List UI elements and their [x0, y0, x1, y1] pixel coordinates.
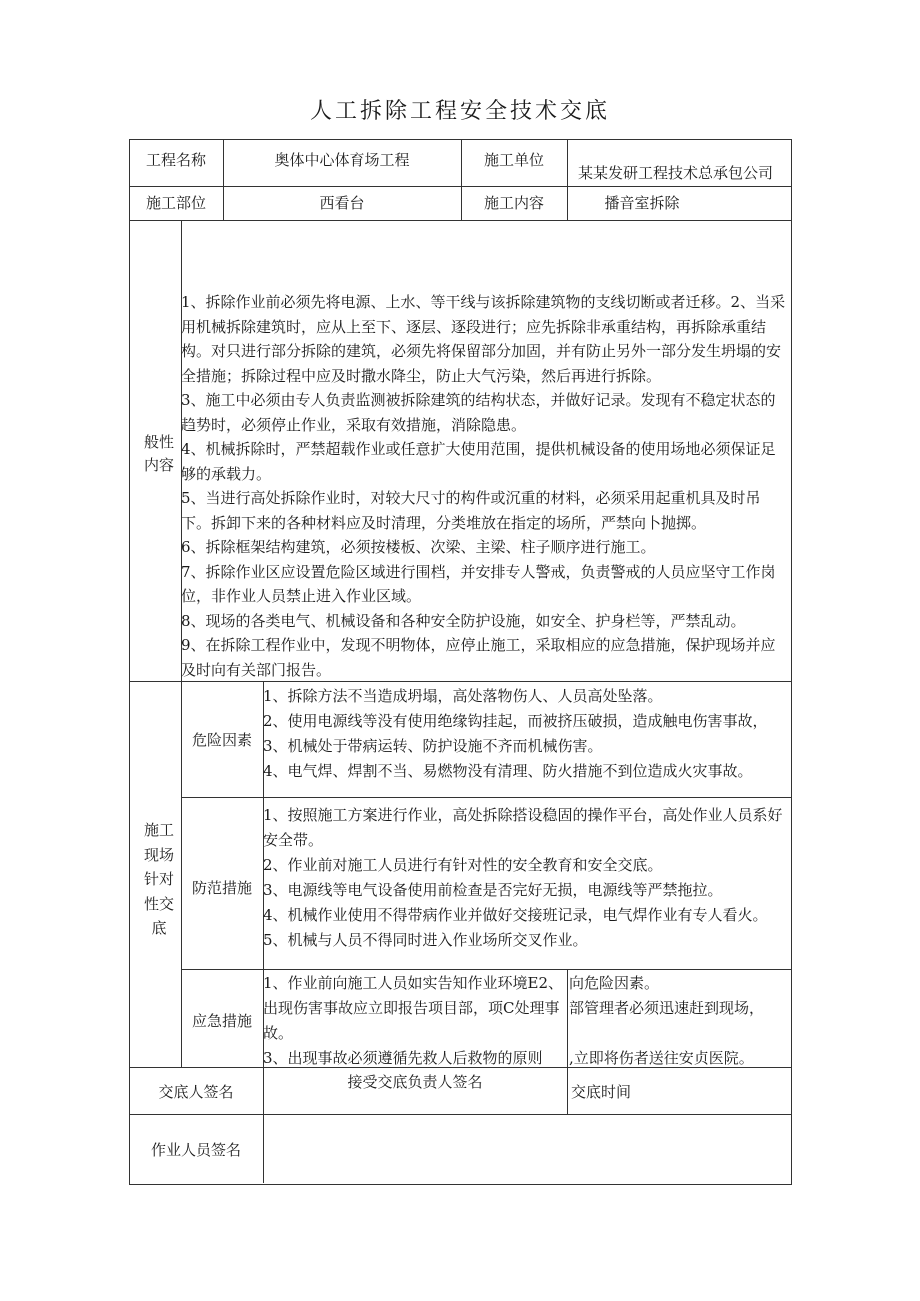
site-label-line: 底 [151, 919, 167, 937]
emergency-line: 向危险因素。 [569, 974, 660, 992]
general-item: 5、当进行高处拆除作业时，对较大尺寸的构件或沉重的材料，必须采用起重机具及时吊下。拆卸下来的各种材料应及时清理，分类堆放在指定的场所，严禁向卜抛掷。 [181, 489, 761, 532]
general-label [137, 431, 181, 477]
location-label: 施工部位 [145, 194, 206, 212]
emergency-line: 故。 [263, 1024, 294, 1042]
hazard-item: 2、使用电源线等没有使用绝缘钩挂起，而被挤压破损，造成触电伤害事故， [263, 712, 768, 730]
site-label-line: 现场 [143, 845, 174, 864]
prevention-item: 5、机械与人员不得同时进入作业场所交叉作业。 [263, 931, 588, 949]
handover-time-label: 交底时间 [571, 1083, 632, 1101]
emergency-line: 3、出现事故必须遵循先救人后救物的原则 [263, 1049, 543, 1067]
prevention-item: 1、按照施工方案进行作业，高处拆除搭设稳固的操作平台，高处作业人员系好安全带。 [263, 806, 783, 849]
page-title: 人工拆除工程安全技术交底 [309, 99, 610, 124]
general-item: 8、现场的各类电气、机械设备和各种安全防护设施，如安全、护身栏等，严禁乱动。 [181, 611, 746, 630]
hazard-item: 1、拆除方法不当造成坍塌，高处落物伤人、人员高处坠落。 [263, 687, 663, 705]
general-item: 1、拆除作业前必须先将电源、上水、等干线与该拆除建筑物的支线切断或者迁移。2、当采用机械拆除建筑时，应从上至下、逐层、逐段进行；应先拆除非承重结构，再拆除承重结构。对只进行部分拆除的建筑，必须先将保留部分加固，并有防止另外一部分发生坍塌的安全措施；拆除过程中应及时撒水降尘，防止大气污染，然后再进行拆除。 [181, 293, 786, 385]
general-item: 4、机械拆除时，严禁超载作业或任意扩大使用范围，提供机械设备的使用场地必须保证足够的承载力。 [181, 440, 776, 483]
hazards-label: 危险因素 [191, 731, 252, 749]
emergency-left [263, 971, 566, 1071]
content-label: 施工内容 [483, 194, 544, 212]
general-item: 6、拆除框架结构建筑，必须按楼板、次梁、主梁、柱子顺序进行施工。 [181, 538, 656, 556]
prevention-label: 防范措施 [191, 879, 252, 897]
general-label-line2: 内容 [143, 456, 174, 474]
emergency-label: 应急措施 [191, 1012, 252, 1030]
receiver-signature-label: 接受交底负责人签名 [347, 1073, 483, 1091]
contractor-value: 某某发研工程技术总承包公司 [578, 164, 774, 182]
contractor-label: 施工单位 [483, 151, 544, 169]
hazards-content [263, 684, 789, 784]
emergency-line: 1、作业前向施工人员如实告知作业环境E2、 [263, 974, 564, 992]
prevention-item: 3、电源线等电气设备使用前检查是否完好无损，电源线等严禁拖拉。 [263, 881, 723, 899]
site-label-line: 针对 [143, 870, 174, 888]
location-value: 西看台 [319, 194, 365, 212]
general-label-line1: 般性 [143, 433, 174, 451]
emergency-line: 出现伤害事故应立即报告项目部，项C处理事 [263, 999, 560, 1017]
prevention-item: 2、作业前对施工人员进行有针对性的安全教育和安全交底。 [263, 856, 663, 874]
general-item: 9、在拆除工程作业中，发现不明物体，应停止施工，采取相应的应急措施，保护现场并应及时向有关部门报告。 [181, 636, 776, 679]
site-label-line: 性交 [143, 894, 174, 913]
emergency-line [569, 1021, 789, 1046]
handover-signature-label: 交底人签名 [158, 1083, 234, 1101]
site-label [137, 818, 181, 941]
general-item: 7、拆除作业区应设置危险区域进行围档，并安排专人警戒，负责警戒的人员应坚守工作岗位，非作业人员禁止进入作业区域。 [181, 562, 776, 605]
general-item: 3、施工中必须由专人负责监测被拆除建筑的结构状态，并做好记录。发现有不稳定状态的趋势时，必须停止作业，采取有效措施，消除隐患。 [181, 391, 776, 434]
content-value: 播音室拆除 [604, 194, 680, 212]
hazard-item: 4、电气焊、焊割不当、易燃物没有清理、防火措施不到位造成火灾事故。 [263, 762, 753, 780]
emergency-line: ,立即将伤者送往安贞医院。 [569, 1049, 754, 1067]
project-name-label: 工程名称 [145, 151, 206, 169]
site-label-line: 施工 [143, 821, 174, 839]
general-content [181, 290, 789, 682]
prevention-item: 4、机械作业使用不得带病作业并做好交接班记录，电气焊作业有专人看火。 [263, 906, 768, 924]
project-name-value: 奥体中心体育场工程 [274, 151, 410, 169]
emergency-right [569, 971, 789, 1071]
workers-signature-label: 作业人员签名 [150, 1141, 241, 1159]
emergency-line: 部管理者必须迅速赶到现场， [569, 999, 765, 1017]
hazard-item: 3、机械处于带病运转、防护设施不齐而机械伤害。 [263, 737, 603, 755]
prevention-content [263, 803, 789, 953]
